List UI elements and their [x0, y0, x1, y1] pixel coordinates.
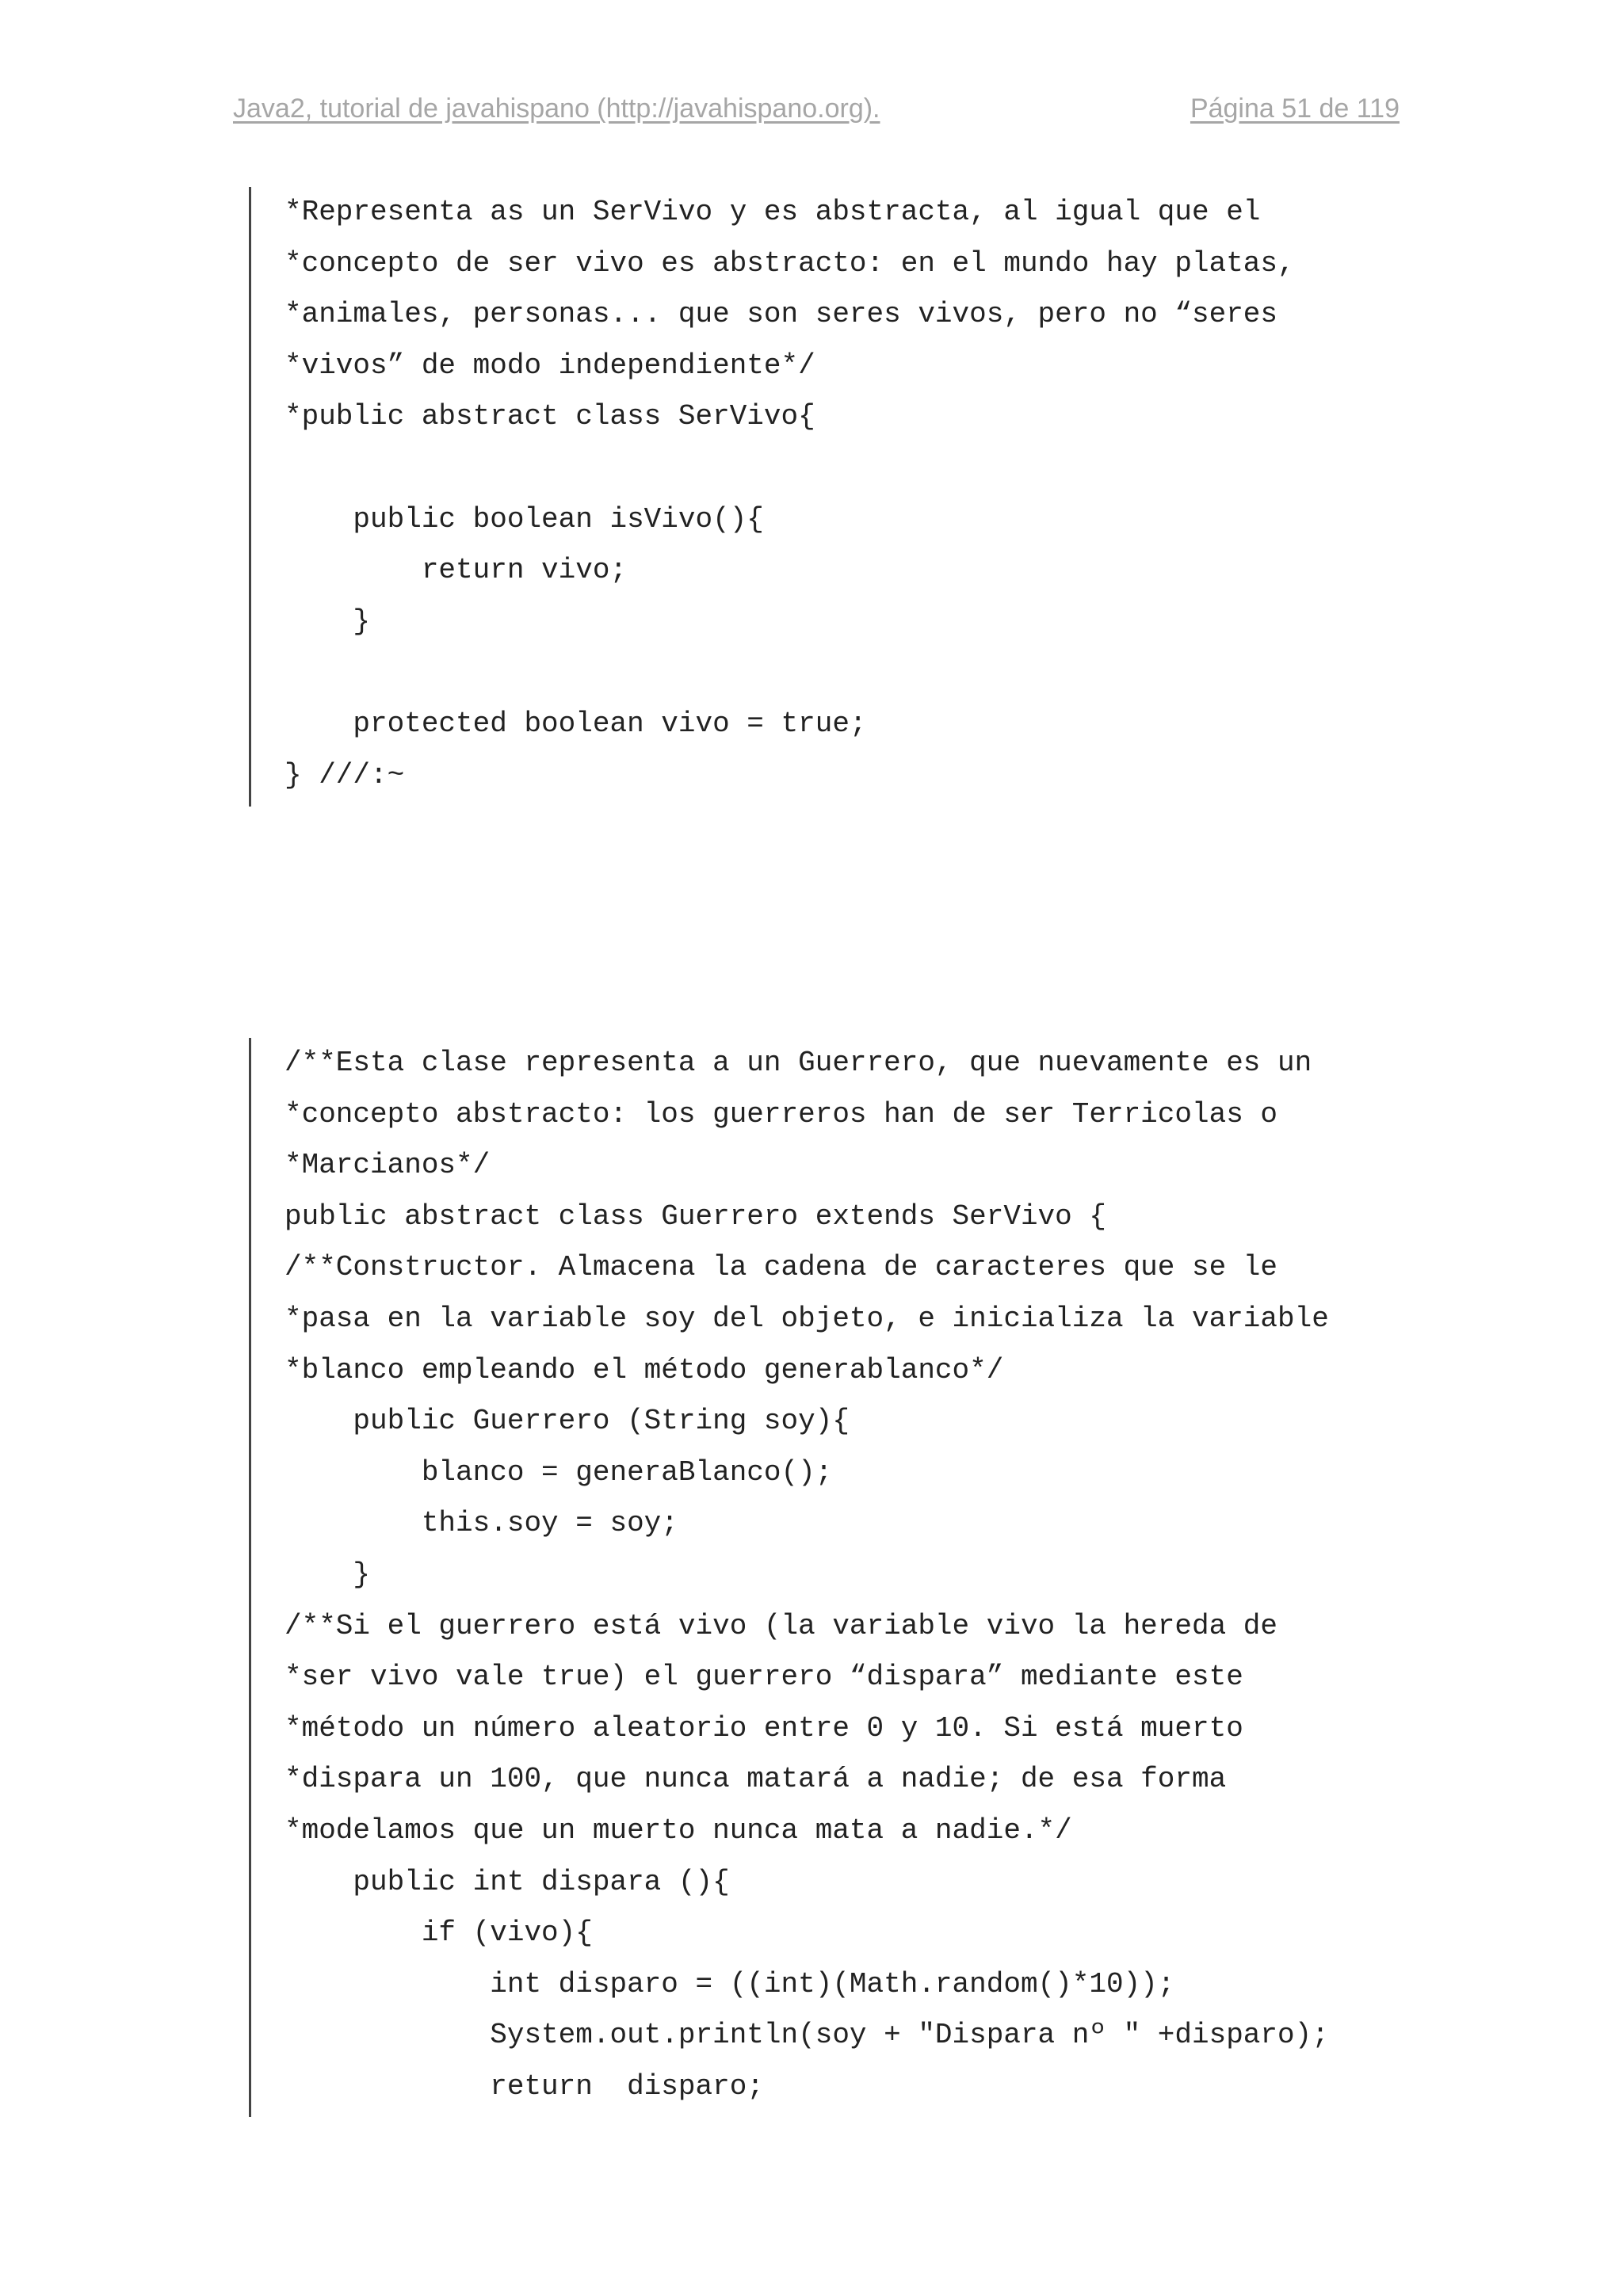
- code-line: /**Constructor. Almacena la cadena de caracteres que se le: [285, 1251, 1278, 1284]
- code-line: int disparo = ((int)(Math.random()*10));: [285, 1967, 1175, 2000]
- code-line: /**Si el guerrero está vivo (la variable vivo la hereda de: [285, 1609, 1278, 1642]
- code-line: *modelamos que un muerto nunca mata a nadie.*/: [285, 1814, 1072, 1847]
- code-line: [285, 647, 1295, 699]
- code-line: *ser vivo vale true) el guerrero “dispara” mediante este: [285, 1661, 1243, 1694]
- code-line: } ///:~: [285, 758, 405, 791]
- code-line: *método un número aleatorio entre 0 y 10. Si está muerto: [285, 1711, 1243, 1745]
- code-line: [285, 443, 1295, 494]
- code-line: *Marcianos*/: [285, 1149, 491, 1182]
- code-line: if (vivo){: [285, 1917, 593, 1950]
- code-line: }: [285, 605, 371, 638]
- code-line: this.soy = soy;: [285, 1507, 678, 1540]
- page-header: [233, 93, 1400, 133]
- code-line: *animales, personas... que son seres vivos, pero no “seres: [285, 298, 1278, 331]
- code-block-guerrero: [249, 1038, 1329, 2117]
- code-line: blanco = generaBlanco();: [285, 1455, 833, 1489]
- code-line: *concepto de ser vivo es abstracto: en el mundo hay platas,: [285, 246, 1295, 280]
- code-block-servivo: [249, 187, 1295, 807]
- code-line: public Guerrero (String soy){: [285, 1405, 850, 1438]
- code-line: *vivos” de modo independiente*/: [285, 349, 815, 382]
- code-line: *blanco empleando el método generablanco*/: [285, 1353, 1004, 1386]
- code-line: }: [285, 1558, 371, 1591]
- code-line: protected boolean vivo = true;: [285, 707, 867, 740]
- code-line: *Representa as un SerVivo y es abstracta, al igual que el: [285, 196, 1261, 228]
- code-line: *concepto abstracto: los guerreros han de ser Terricolas o: [285, 1097, 1278, 1131]
- code-line: public abstract class Guerrero extends SerVivo {: [285, 1199, 1106, 1233]
- code-line: *dispara un 100, que nunca matará a nadie; de esa forma: [285, 1763, 1227, 1796]
- code-line: *pasa en la variable soy del objeto, e inicializa la variable: [285, 1302, 1329, 1335]
- code-line: return disparo;: [285, 2069, 764, 2103]
- code-line: public int dispara (){: [285, 1865, 730, 1898]
- page-number: Página 51 de 119: [1190, 93, 1400, 124]
- header-title-link[interactable]: Java2, tutorial de javahispano (http://javahispano.org).: [233, 93, 880, 124]
- code-line: /**Esta clase representa a un Guerrero, que nuevamente es un: [285, 1047, 1312, 1079]
- code-line: public boolean isVivo(){: [285, 502, 764, 536]
- code-line: return vivo;: [285, 554, 628, 587]
- code-line: *public abstract class SerVivo{: [285, 400, 815, 433]
- code-line: System.out.println(soy + "Dispara nº " +disparo);: [285, 2019, 1329, 2052]
